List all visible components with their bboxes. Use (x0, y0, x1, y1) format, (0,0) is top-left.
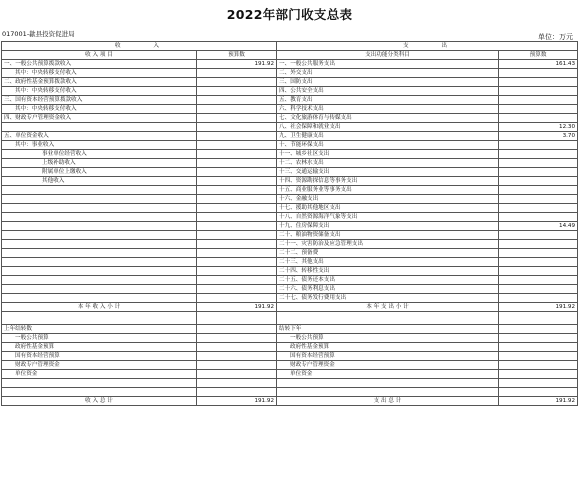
expense-total-label: 支 出 总 计 (277, 397, 499, 406)
table-row (2, 294, 578, 303)
carry-item-row (2, 343, 578, 352)
expense-item-value (499, 195, 578, 204)
income-item-value (197, 186, 277, 195)
income-item-value (197, 141, 277, 150)
table-row (2, 186, 578, 195)
income-item-value (197, 105, 277, 114)
income-item-label: 其中：中央转移支付收入 (2, 87, 197, 96)
income-item-value (197, 240, 277, 249)
income-item-value (197, 195, 277, 204)
income-item-value (197, 123, 277, 132)
table-row (2, 123, 578, 132)
carry-expense-item-value (499, 361, 578, 370)
income-item-value (197, 168, 277, 177)
blank-row (2, 312, 578, 325)
carry-income-item: 单位资金 (2, 370, 197, 379)
expense-item-label: 二十七、债务发行费用支出 (277, 294, 499, 303)
income-item-label (2, 285, 197, 294)
expense-item-value (499, 96, 578, 105)
expense-item-value (499, 150, 578, 159)
summary-table (1, 41, 578, 406)
expense-item-label: 一、一般公共服务支出 (277, 60, 499, 69)
carry-income-item-value (197, 361, 277, 370)
expense-item-label: 十九、住房保障支出 (277, 222, 499, 231)
income-item-value (197, 87, 277, 96)
income-item-label: 五、单位资金收入 (2, 132, 197, 141)
carry-income-value (197, 325, 277, 334)
expense-item-value (499, 276, 578, 285)
expense-item-value (499, 258, 578, 267)
expense-item-label: 十四、资源勘探信息等事务支出 (277, 177, 499, 186)
expense-item-value (499, 231, 578, 240)
expense-item-value (499, 105, 578, 114)
carry-expense-item: 政府性基金预算 (277, 343, 499, 352)
blank-cell (499, 388, 578, 397)
income-item-value (197, 294, 277, 303)
carry-expense-item-value (499, 352, 578, 361)
income-item-value (197, 78, 277, 87)
page-title: 2022年部门收支总表 (226, 7, 353, 22)
income-item-value (197, 258, 277, 267)
table-row (2, 78, 578, 87)
expense-item-value: 3.70 (499, 132, 578, 141)
income-item-label (2, 276, 197, 285)
table-row (2, 168, 578, 177)
income-item-value (197, 231, 277, 240)
table-row (2, 222, 578, 231)
expense-item-value (499, 294, 578, 303)
income-item-label: 四、财政专户管理资金收入 (2, 114, 197, 123)
expense-item-value (499, 159, 578, 168)
expense-item-label: 二十三、其他支出 (277, 258, 499, 267)
blank-cell (277, 312, 499, 325)
blank-cell (2, 388, 197, 397)
income-item-label (2, 123, 197, 132)
table-row (2, 249, 578, 258)
blank-cell (197, 379, 277, 388)
table-row (2, 240, 578, 249)
unit-label: 单位：万元 (538, 33, 573, 41)
expense-item-value (499, 204, 578, 213)
table-row (2, 69, 578, 78)
income-item-label: 其中：中央转移支付收入 (2, 69, 197, 78)
table-row (2, 231, 578, 240)
income-item-label (2, 204, 197, 213)
carry-item-row (2, 361, 578, 370)
department-code: 017001-歙县投资促进局 (2, 30, 75, 38)
expense-item-value (499, 114, 578, 123)
income-subtotal-value: 191.92 (197, 303, 277, 312)
expense-item-label: 七、文化旅游体育与传媒支出 (277, 114, 499, 123)
expense-item-label: 十八、自然资源海洋气象等支出 (277, 213, 499, 222)
expense-item-value: 12.30 (499, 123, 578, 132)
section-header-row (2, 42, 578, 51)
carry-income-item-value (197, 343, 277, 352)
expense-item-label: 十六、金融支出 (277, 195, 499, 204)
carry-income-item: 财政专户管理资金 (2, 361, 197, 370)
expense-item-label: 八、社会保障和就业支出 (277, 123, 499, 132)
expense-item-label: 二十六、债务利息支出 (277, 285, 499, 294)
expense-item-value: 161.43 (499, 60, 578, 69)
income-item-label: 其中：中央转移支付收入 (2, 105, 197, 114)
blank-cell (197, 388, 277, 397)
blank-cell (499, 379, 578, 388)
table-row (2, 87, 578, 96)
expense-item-value (499, 177, 578, 186)
carry-item-row (2, 370, 578, 379)
table-row (2, 159, 578, 168)
expense-item-label: 二十一、灾害防治及应急管理支出 (277, 240, 499, 249)
expense-item-label: 十一、城乡社区支出 (277, 150, 499, 159)
expense-item-value (499, 267, 578, 276)
income-item-label (2, 294, 197, 303)
income-item-label (2, 240, 197, 249)
income-item-label (2, 222, 197, 231)
carry-income-item-value (197, 334, 277, 343)
carry-income-title: 上年结转数 (2, 325, 197, 334)
expense-item-value (499, 87, 578, 96)
blank-cell (197, 312, 277, 325)
expense-item-label: 二十二、预备费 (277, 249, 499, 258)
income-item-value (197, 213, 277, 222)
income-item-value (197, 69, 277, 78)
blank-cell (499, 312, 578, 325)
expense-budget-header: 预算数 (499, 51, 578, 60)
table-row (2, 141, 578, 150)
carry-expense-item-value (499, 343, 578, 352)
income-item-label: 一、一般公共预算拨款收入 (2, 60, 197, 69)
carry-title-row (2, 325, 578, 334)
table-row (2, 267, 578, 276)
expense-item-label: 二、外交支出 (277, 69, 499, 78)
expense-item-value (499, 69, 578, 78)
income-item-value (197, 285, 277, 294)
expense-item-label: 三、国防支出 (277, 78, 499, 87)
expense-item-label: 二十、粮油物资储备支出 (277, 231, 499, 240)
expense-item-label: 二十四、转移性支出 (277, 267, 499, 276)
carry-expense-title: 结转下年 (277, 325, 499, 334)
income-item-value (197, 132, 277, 141)
subtotal-row (2, 303, 578, 312)
income-item-label (2, 267, 197, 276)
carry-expense-item: 财政专户管理资金 (277, 361, 499, 370)
income-item-value (197, 249, 277, 258)
table-row (2, 276, 578, 285)
table-row (2, 114, 578, 123)
carry-income-item-value (197, 370, 277, 379)
table-row (2, 285, 578, 294)
carry-expense-item: 一般公共预算 (277, 334, 499, 343)
table-row (2, 195, 578, 204)
carry-expense-item-value (499, 334, 578, 343)
expense-item-header: 支出功能分类科目 (277, 51, 499, 60)
income-item-label (2, 231, 197, 240)
table-row (2, 258, 578, 267)
expense-item-value (499, 168, 578, 177)
table-row (2, 177, 578, 186)
income-item-label: 其中：事业收入 (2, 141, 197, 150)
carry-item-row (2, 334, 578, 343)
income-subtotal-label: 本 年 收 入 小 计 (2, 303, 197, 312)
income-item-label (2, 195, 197, 204)
expense-item-label: 二十五、债务还本支出 (277, 276, 499, 285)
expense-item-value (499, 141, 578, 150)
income-item-value (197, 204, 277, 213)
expense-item-label: 九、卫生健康支出 (277, 132, 499, 141)
carry-income-item: 政府性基金预算 (2, 343, 197, 352)
expense-item-label: 四、公共安全支出 (277, 87, 499, 96)
income-item-label (2, 249, 197, 258)
income-item-label: 事业单位经营收入 (2, 150, 197, 159)
income-item-label (2, 213, 197, 222)
income-item-value (197, 177, 277, 186)
table-row (2, 60, 578, 69)
income-item-label: 二、政府性基金预算拨款收入 (2, 78, 197, 87)
expense-item-value (499, 213, 578, 222)
summary-table-body (2, 42, 578, 406)
income-item-value (197, 267, 277, 276)
expense-item-label: 十二、农林水支出 (277, 159, 499, 168)
income-item-value (197, 96, 277, 105)
table-row (2, 213, 578, 222)
expense-item-label: 十五、商业服务业等事务支出 (277, 186, 499, 195)
income-budget-header: 预算数 (197, 51, 277, 60)
expense-item-label: 十、节能环保支出 (277, 141, 499, 150)
expense-item-label: 十三、交通运输支出 (277, 168, 499, 177)
expense-subtotal-value: 191.92 (499, 303, 578, 312)
income-item-label: 三、国有资本经营预算拨款收入 (2, 96, 197, 105)
income-item-label (2, 186, 197, 195)
blank-cell (2, 312, 197, 325)
table-row (2, 96, 578, 105)
carry-income-item: 一般公共预算 (2, 334, 197, 343)
blank-cell (277, 379, 499, 388)
carry-expense-value (499, 325, 578, 334)
carry-expense-item: 国有资本经营预算 (277, 352, 499, 361)
column-header-row (2, 51, 578, 60)
expense-item-label: 十七、援助其他地区支出 (277, 204, 499, 213)
blank-row (2, 379, 578, 388)
carry-expense-item: 单位资金 (277, 370, 499, 379)
expense-item-label: 六、科学技术支出 (277, 105, 499, 114)
carry-expense-item-value (499, 370, 578, 379)
carry-income-item-value (197, 352, 277, 361)
income-item-value (197, 159, 277, 168)
income-item-header: 收 入 项 目 (2, 51, 197, 60)
expense-total-value: 191.92 (499, 397, 578, 406)
income-item-value (197, 114, 277, 123)
table-row (2, 204, 578, 213)
income-item-label (2, 258, 197, 267)
income-item-label: 其他收入 (2, 177, 197, 186)
carry-income-item: 国有资本经营预算 (2, 352, 197, 361)
expense-item-value (499, 285, 578, 294)
expense-item-label: 五、教育支出 (277, 96, 499, 105)
expense-item-value (499, 249, 578, 258)
expense-section-header: 支 出 (277, 42, 578, 51)
income-item-value (197, 222, 277, 231)
expense-subtotal-label: 本 年 支 出 小 计 (277, 303, 499, 312)
income-item-value (197, 150, 277, 159)
table-row (2, 105, 578, 114)
carry-item-row (2, 352, 578, 361)
income-item-label: 上级补助收入 (2, 159, 197, 168)
expense-item-value (499, 240, 578, 249)
expense-item-value (499, 78, 578, 87)
blank-cell (277, 388, 499, 397)
table-row (2, 150, 578, 159)
expense-item-value (499, 186, 578, 195)
blank-row (2, 388, 578, 397)
expense-item-value: 14.49 (499, 222, 578, 231)
income-total-label: 收 入 总 计 (2, 397, 197, 406)
blank-cell (2, 379, 197, 388)
income-section-header: 收 入 (2, 42, 277, 51)
income-item-value (197, 276, 277, 285)
table-row (2, 132, 578, 141)
total-row (2, 397, 578, 406)
income-total-value: 191.92 (197, 397, 277, 406)
income-item-label: 附属单位上缴收入 (2, 168, 197, 177)
income-item-value: 191.92 (197, 60, 277, 69)
